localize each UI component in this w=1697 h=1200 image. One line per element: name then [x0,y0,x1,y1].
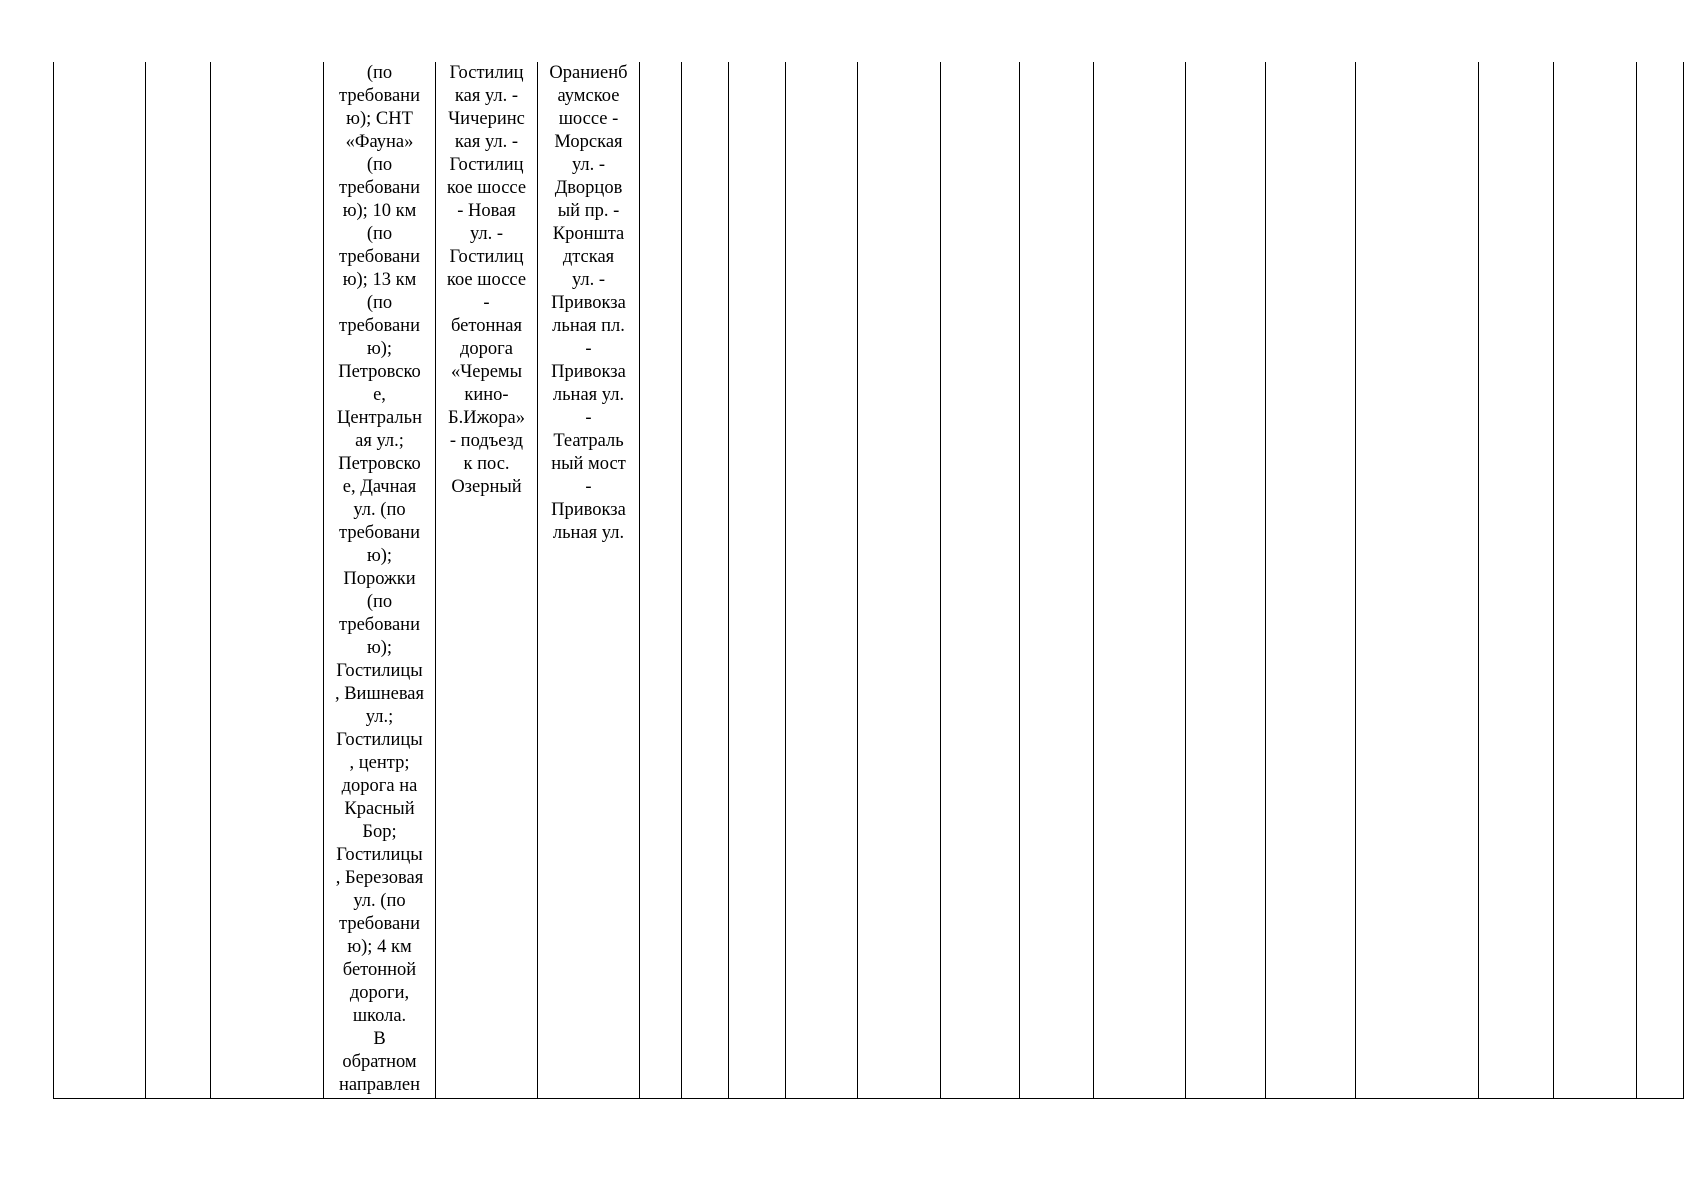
table-cell [1479,62,1554,1099]
return-streets-cell [538,62,640,1099]
route-streets-cell [436,62,538,1099]
table-cell [1554,62,1637,1099]
table-row [54,62,1684,1099]
table-cell [640,62,682,1099]
table-cell [1020,62,1094,1099]
table-cell [941,62,1020,1099]
table-cell [1356,62,1479,1099]
table-cell [211,62,324,1099]
route-table [53,62,1684,1099]
table-cell [682,62,729,1099]
table-cell [729,62,786,1099]
table-cell [146,62,211,1099]
stops-cell [324,62,436,1099]
route-streets-text: Гостилиц кая ул. - Чичеринс кая ул. - Гостилиц кое шоссе - Новая ул. - Гостилиц кое шоссе - бетонная дорога «Черемы кино- Б.Ижора» - подъезд к пос. Озерный [446,63,527,497]
table-cell [1637,62,1684,1099]
stops-text: (по требовани ю); СНТ «Фауна» (по требовани ю); 10 км (по требовани ю); 13 км (по требовани ю); Петровско е, Центральн ая ул.; Петровско е, Дачная ул. (по требовани ю); Порожки (по требовани ю); Гостилицы , Вишневая ул.; Гостилицы , центр; дорога на Красный Бор; Гостилицы , Березовая ул. (по требовани ю); 4 км бетонной дороги, школа. В обратном направлен [334,63,425,1095]
table-cell [54,62,146,1099]
table-cell [1186,62,1266,1099]
table-cell [858,62,941,1099]
return-streets-text: Ораниенб аумское шоссе - Морская ул. - Дворцов ый пр. - Кроншта дтская ул. - Привокза льная пл. - Привокза льная ул. - Театраль ный мост - Привокза льная ул. [549,63,628,543]
table-cell [786,62,858,1099]
table-cell [1094,62,1186,1099]
table-cell [1266,62,1356,1099]
